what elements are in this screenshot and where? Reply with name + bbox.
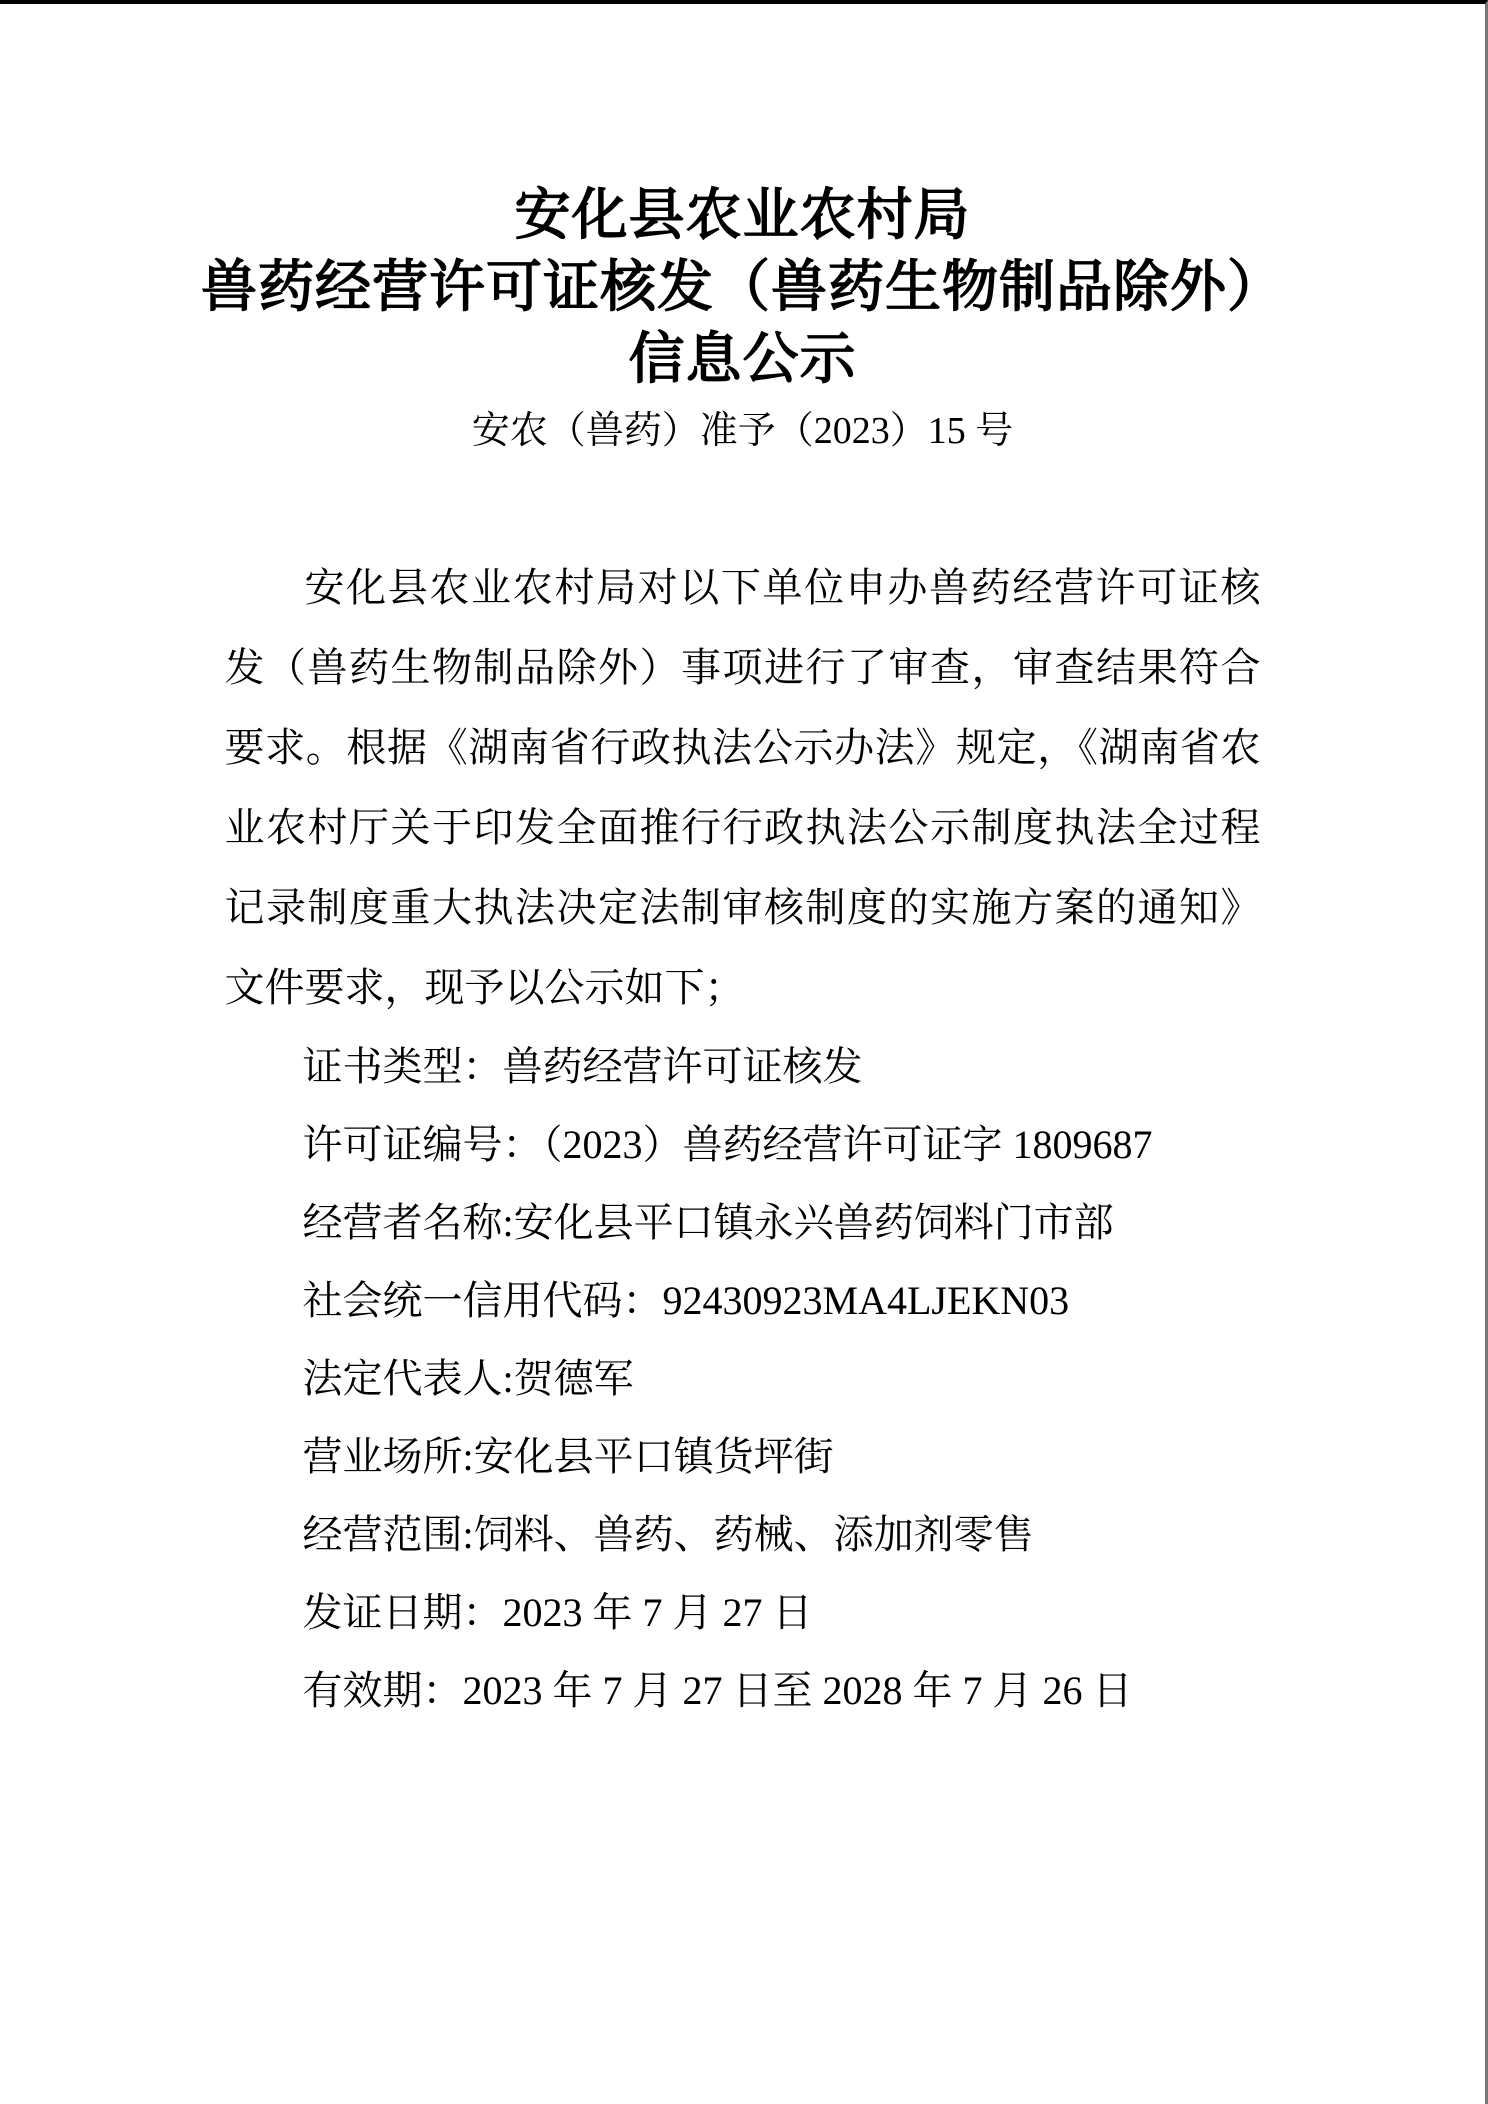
field-legal-representative-value: 贺德军	[513, 1356, 634, 1401]
field-credit-code	[303, 1262, 1261, 1340]
document-number: 安农（兽药）准予（2023）15 号	[471, 410, 1014, 452]
field-validity-period	[303, 1652, 1261, 1730]
body-paragraph: 安化县农业农村局对以下单位申办兽药经营许可证核发（兽药生物制品除外）事项进行了审查，审查结果符合要求。根据《湖南省行政执法公示办法》规定，《湖南省农业农村厅关于印发全面推行行政执法公示制度执法全过程记录制度重大执法决定法制审核制度的实施方案的通知》文件要求，现予以公示如下；	[224, 565, 1261, 1010]
field-certificate-type-label: 证书类型：	[302, 1044, 503, 1089]
field-credit-code-value: 92430923MA4LJEKN03	[662, 1278, 1070, 1323]
field-business-scope	[303, 1496, 1261, 1574]
field-business-scope-value: 饲料、兽药、药械、添加剂零售	[473, 1512, 1034, 1557]
title-line-agency: 安化县农业农村局	[514, 185, 971, 247]
field-business-scope-label: 经营范围:	[302, 1512, 474, 1557]
field-license-number-label: 许可证编号：	[302, 1122, 543, 1167]
field-business-premises-label: 营业场所:	[302, 1434, 474, 1479]
field-certificate-type	[303, 1028, 1261, 1106]
field-business-premises-value: 安化县平口镇货坪街	[473, 1434, 834, 1479]
field-operator-name-label: 经营者名称:	[302, 1200, 514, 1245]
field-credit-code-label: 社会统一信用代码：	[302, 1278, 663, 1323]
title-line-notice: 信息公示	[628, 329, 857, 391]
field-operator-name-value: 安化县平口镇永兴兽药饲料门市部	[513, 1200, 1114, 1245]
field-issue-date-label: 发证日期：	[302, 1590, 503, 1635]
fields-section	[225, 1028, 1261, 1730]
document-title	[0, 180, 1485, 396]
field-validity-period-value: 2023 年 7 月 27 日至 2028 年 7 月 26 日	[462, 1668, 1133, 1713]
field-validity-period-label: 有效期：	[302, 1668, 463, 1713]
field-issue-date-value: 2023 年 7 月 27 日	[502, 1590, 813, 1635]
field-legal-representative	[303, 1340, 1261, 1418]
title-line-license-type: 兽药经营许可证核发（兽药生物制品除外）	[201, 257, 1284, 319]
field-license-number	[303, 1106, 1261, 1184]
field-license-number-value: （2023）兽药经营许可证字 1809687	[542, 1122, 1153, 1167]
field-operator-name	[303, 1184, 1261, 1262]
field-issue-date	[303, 1574, 1261, 1652]
field-legal-representative-label: 法定代表人:	[302, 1356, 514, 1401]
field-business-premises	[303, 1418, 1261, 1496]
field-certificate-type-value: 兽药经营许可证核发	[502, 1044, 863, 1089]
